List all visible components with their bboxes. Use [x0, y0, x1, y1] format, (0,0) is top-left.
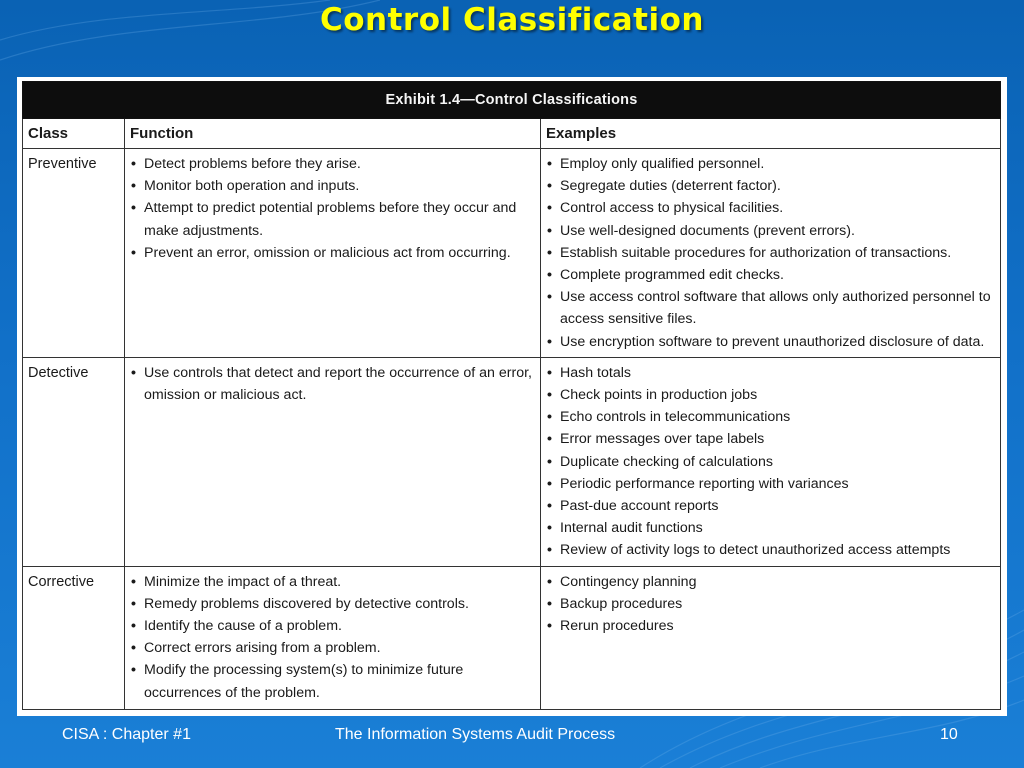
list-item: • Rerun procedures	[546, 615, 994, 637]
column-header-function: Function	[125, 119, 541, 149]
function-list	[130, 362, 534, 406]
list-item: • Duplicate checking of calculations	[546, 451, 994, 473]
list-item: • Past-due account reports	[546, 495, 994, 517]
examples-list	[546, 571, 994, 638]
list-item: • Modify the processing system(s) to minimize future occurrences of the problem.	[130, 659, 534, 703]
list-item: • Monitor both operation and inputs.	[130, 175, 534, 197]
footer-page-number: 10	[940, 726, 958, 743]
list-item: • Error messages over tape labels	[546, 428, 994, 450]
list-item: • Attempt to predict potential problems before they occur and make adjustments.	[130, 197, 534, 241]
function-cell	[125, 149, 541, 358]
list-item: • Minimize the impact of a threat.	[130, 571, 534, 593]
list-item: • Check points in production jobs	[546, 384, 994, 406]
list-item: • Segregate duties (deterrent factor).	[546, 175, 994, 197]
footer-presentation-title: The Information Systems Audit Process	[335, 726, 616, 743]
footer-chapter: CISA : Chapter #1	[62, 726, 191, 743]
list-item: • Internal audit functions	[546, 517, 994, 539]
examples-list	[546, 153, 994, 353]
function-list	[130, 571, 534, 704]
list-item: • Use well-designed documents (prevent errors).	[546, 220, 994, 242]
function-list	[130, 153, 534, 264]
class-cell: Detective	[23, 357, 125, 566]
column-header-examples: Examples	[541, 119, 1001, 149]
list-item: • Identify the cause of a problem.	[130, 615, 534, 637]
column-header-class: Class	[23, 119, 125, 149]
list-item: • Use encryption software to prevent unauthorized disclosure of data.	[546, 331, 994, 353]
slide-title: Control Classification	[320, 2, 704, 38]
list-item: • Establish suitable procedures for authorization of transactions.	[546, 242, 994, 264]
function-cell	[125, 566, 541, 709]
list-item: • Complete programmed edit checks.	[546, 264, 994, 286]
list-item: • Echo controls in telecommunications	[546, 406, 994, 428]
class-cell: Corrective	[23, 566, 125, 709]
examples-cell	[541, 566, 1001, 709]
examples-list	[546, 362, 994, 562]
list-item: • Prevent an error, omission or malicious act from occurring.	[130, 242, 534, 264]
examples-cell	[541, 149, 1001, 358]
table-row-corrective	[23, 566, 1001, 709]
list-item: • Review of activity logs to detect unauthorized access attempts	[546, 539, 994, 561]
table-row-detective	[23, 357, 1001, 566]
list-item: • Periodic performance reporting with variances	[546, 473, 994, 495]
control-classification-table	[22, 81, 1001, 710]
exhibit-caption: Exhibit 1.4—Control Classifications	[23, 82, 1001, 119]
list-item: • Backup procedures	[546, 593, 994, 615]
list-item: • Detect problems before they arise.	[130, 153, 534, 175]
exhibit-panel	[17, 77, 1007, 716]
examples-cell	[541, 357, 1001, 566]
function-cell	[125, 357, 541, 566]
list-item: • Use access control software that allows only authorized personnel to access sensitive files.	[546, 286, 994, 330]
list-item: • Correct errors arising from a problem.	[130, 637, 534, 659]
list-item: • Contingency planning	[546, 571, 994, 593]
table-row-preventive	[23, 149, 1001, 358]
list-item: • Employ only qualified personnel.	[546, 153, 994, 175]
class-cell: Preventive	[23, 149, 125, 358]
list-item: • Control access to physical facilities.	[546, 197, 994, 219]
list-item: • Use controls that detect and report the occurrence of an error, omission or malicious act.	[130, 362, 534, 406]
list-item: • Remedy problems discovered by detective controls.	[130, 593, 534, 615]
list-item: • Hash totals	[546, 362, 994, 384]
